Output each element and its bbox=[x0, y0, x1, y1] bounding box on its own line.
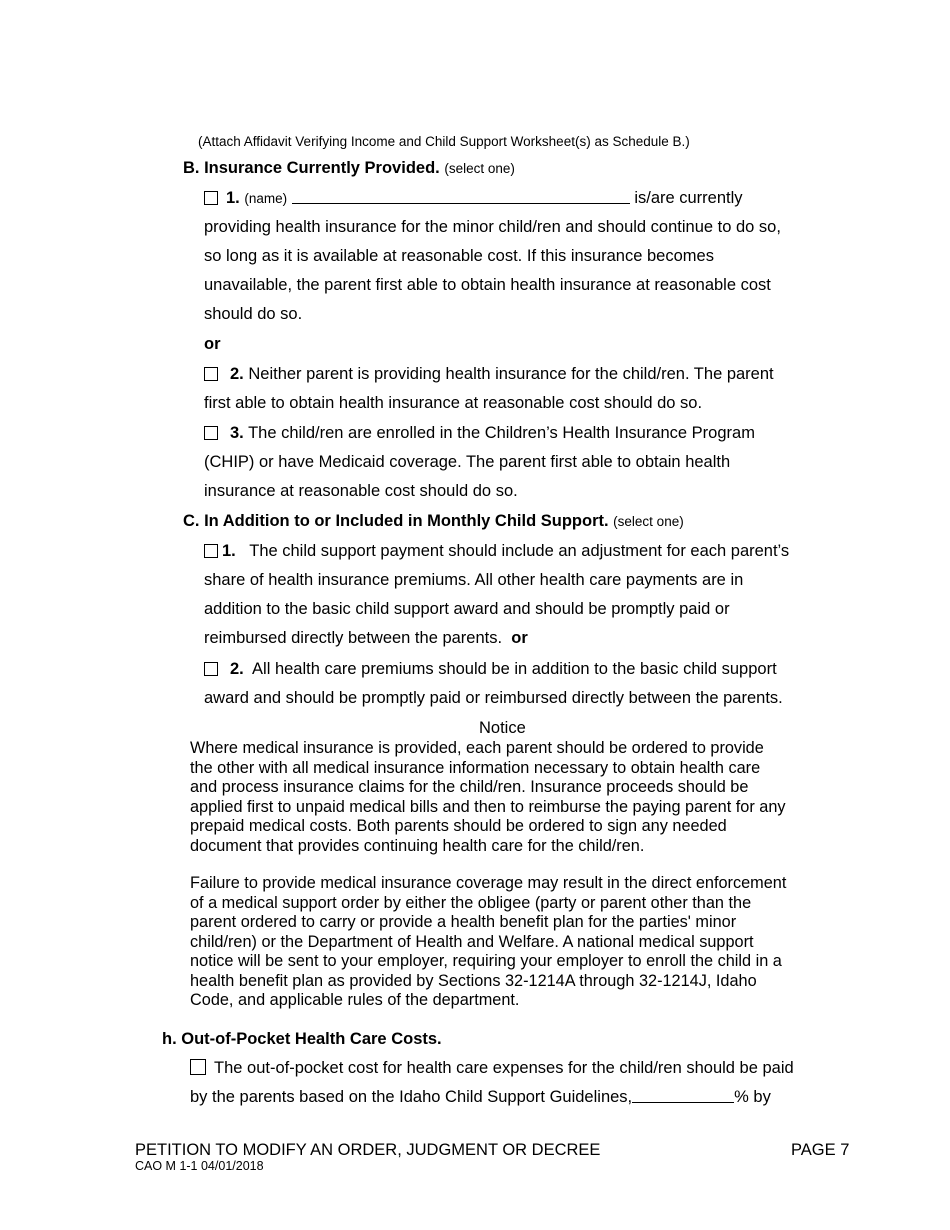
footer-title: PETITION TO MODIFY AN ORDER, JUDGMENT OR DECREE bbox=[135, 1141, 601, 1159]
footer-code: CAO M 1-1 04/01/2018 bbox=[135, 1159, 264, 1173]
section-c-option-1-number: 1. bbox=[222, 542, 236, 560]
section-c-title: C. In Addition to or Included in Monthly Child Support. bbox=[183, 512, 609, 530]
section-b-option-1-line-1: providing health insurance for the minor child/ren and should continue to do so, bbox=[204, 218, 781, 236]
section-b-option-3-text: The child/ren are enrolled in the Children’s Health Insurance Program bbox=[248, 424, 755, 442]
name-label: (name) bbox=[244, 191, 288, 206]
section-b-option-3-line-2: (CHIP) or have Medicaid coverage. The parent first able to obtain health bbox=[204, 453, 731, 471]
notice-p2-line: Code, and applicable rules of the department. bbox=[190, 991, 520, 1009]
notice-p1-line: document that provides continuing health care for the child/ren. bbox=[190, 836, 645, 855]
section-b-option-1-line-3: unavailable, the parent first able to obtain health insurance at reasonable cost bbox=[204, 276, 771, 294]
notice-p1-line: applied first to unpaid medical bills and then to reimburse the paying parent for any bbox=[190, 797, 786, 816]
section-b-option-1-line-2: so long as it is available at reasonable cost. If this insurance becomes bbox=[204, 247, 714, 265]
section-b-option-2-number: 2. bbox=[230, 365, 244, 383]
attach-note: (Attach Affidavit Verifying Income and Child Support Worksheet(s) as Schedule B.) bbox=[198, 134, 690, 149]
notice-p2-line: notice will be sent to your employer, requiring your employer to enroll the child in a bbox=[190, 952, 782, 970]
section-c-option-2-text: All health care premiums should be in addition to the basic child support bbox=[252, 660, 777, 678]
section-h-heading: h. Out-of-Pocket Health Care Costs. bbox=[162, 1030, 442, 1048]
section-c-option-1-line-3: addition to the basic child support award and should be promptly paid or bbox=[204, 600, 730, 618]
section-b-heading bbox=[183, 159, 515, 178]
section-c-option-1-last: reimbursed directly between the parents. bbox=[204, 629, 503, 647]
section-b-option-3 bbox=[204, 424, 755, 443]
notice-p1-line: Where medical insurance is provided, each parent should be ordered to provide bbox=[190, 739, 764, 757]
section-b-option-2-line-2: first able to obtain health insurance at reasonable cost should do so. bbox=[204, 394, 703, 412]
name-input-line[interactable] bbox=[292, 189, 630, 204]
section-b-option-1-checkbox[interactable] bbox=[204, 191, 218, 205]
section-h-checkbox[interactable] bbox=[190, 1059, 206, 1075]
section-c-option-2 bbox=[204, 660, 777, 679]
notice-p2-line: parent ordered to carry or provide a health benefit plan for the parties' minor bbox=[190, 913, 737, 931]
section-c-option-1-line-4 bbox=[204, 629, 528, 648]
section-c-option-2-checkbox[interactable] bbox=[204, 662, 218, 676]
section-c-or: or bbox=[511, 629, 528, 647]
section-b-option-2-text: Neither parent is providing health insurance for the child/ren. The parent bbox=[248, 365, 774, 383]
notice-p1-line: the other with all medical insurance information necessary to obtain health care bbox=[190, 758, 761, 777]
notice-paragraph-2 bbox=[190, 874, 786, 1011]
section-b-option-3-line-3: insurance at reasonable cost should do so. bbox=[204, 482, 518, 500]
section-c-heading bbox=[183, 512, 684, 531]
section-h-text: The out-of-pocket cost for health care expenses for the child/ren should be paid bbox=[214, 1059, 794, 1077]
notice-title: Notice bbox=[479, 719, 526, 737]
notice-p1-line: and process insurance claims for the child/ren. Insurance proceeds should be bbox=[190, 778, 749, 796]
section-h-option bbox=[190, 1059, 794, 1078]
notice-p2-line: of a medical support order by either the obligee (party or parent other than the bbox=[190, 893, 752, 912]
notice-p2-line: health benefit plan as provided by Sections 32-1214A through 32-1214J, Idaho bbox=[190, 971, 757, 990]
section-c-select-note: (select one) bbox=[613, 514, 684, 529]
notice-p2-line: child/ren) or the Department of Health and Welfare. A national medical support bbox=[190, 932, 754, 951]
section-b-option-3-checkbox[interactable] bbox=[204, 426, 218, 440]
section-b-or: or bbox=[204, 335, 221, 353]
notice-paragraph-1 bbox=[190, 739, 786, 856]
section-b-option-1-line-4: should do so. bbox=[204, 305, 303, 323]
section-b-option-3-number: 3. bbox=[230, 424, 244, 442]
section-b-option-1 bbox=[204, 189, 743, 208]
section-b-select-note: (select one) bbox=[444, 161, 515, 176]
section-h-line-2 bbox=[190, 1088, 771, 1107]
section-c-option-1-text: The child support payment should include an adjustment for each parent’s bbox=[249, 542, 790, 560]
section-c-option-1-line-2: share of health insurance premiums. All other health care payments are in bbox=[204, 571, 744, 589]
section-h-suffix: % by bbox=[734, 1088, 771, 1106]
section-c-option-2-line-2: award and should be promptly paid or reimbursed directly between the parents. bbox=[204, 689, 783, 707]
footer-page-number: PAGE 7 bbox=[791, 1141, 850, 1159]
section-c-option-1 bbox=[204, 542, 789, 561]
section-b-option-1-number: 1. bbox=[226, 189, 240, 207]
percent-input-line[interactable] bbox=[632, 1088, 734, 1103]
section-c-option-1-checkbox[interactable] bbox=[204, 544, 218, 558]
section-b-option-1-suffix: is/are currently bbox=[634, 189, 743, 207]
section-h-prefix: by the parents based on the Idaho Child Support Guidelines, bbox=[190, 1088, 633, 1106]
section-b-title: B. Insurance Currently Provided. bbox=[183, 159, 440, 177]
section-c-option-2-number: 2. bbox=[230, 660, 244, 678]
section-b-option-2 bbox=[204, 365, 774, 384]
notice-p1-line: prepaid medical costs. Both parents should be ordered to sign any needed bbox=[190, 817, 727, 835]
notice-p2-line: Failure to provide medical insurance coverage may result in the direct enforcement bbox=[190, 874, 787, 892]
section-b-option-2-checkbox[interactable] bbox=[204, 367, 218, 381]
